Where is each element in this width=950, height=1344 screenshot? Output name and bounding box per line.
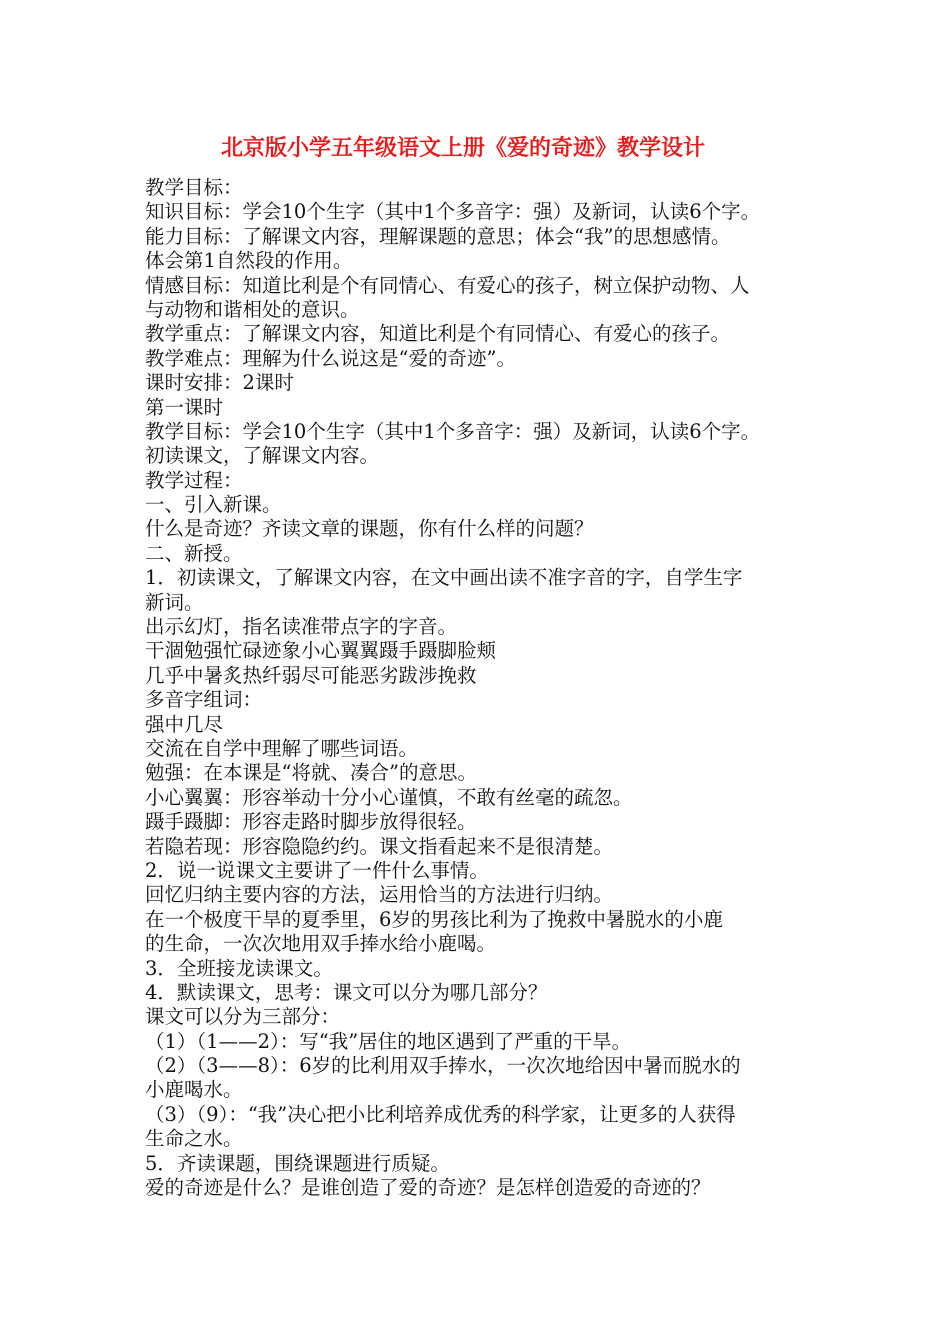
body-line: 多音字组词：: [145, 688, 263, 712]
body-line: 2．说一说课文主要讲了一件什么事情。: [145, 858, 489, 882]
body-line: 出示幻灯，指名读准带点字的字音。: [145, 615, 458, 639]
body-line: （2）（3——8）：6岁的比利用双手捧水，一次次地给因中暑而脱水的: [145, 1054, 741, 1078]
body-line: 教学重点：了解课文内容，知道比利是个有同情心、有爱心的孩子。: [145, 322, 731, 346]
body-line: 第一课时: [145, 395, 224, 419]
body-line: 教学难点：理解为什么说这是“爱的奇迹”。: [145, 346, 516, 370]
body-line: 回忆归纳主要内容的方法，运用恰当的方法进行归纳。: [145, 883, 614, 907]
body-line: 3．全班接龙读课文。: [145, 956, 333, 980]
body-line: 爱的奇迹是什么？是谁创造了爱的奇迹？是怎样创造爱的奇迹的？: [145, 1176, 711, 1200]
body-line: 勉强：在本课是“将就、凑合”的意思。: [145, 761, 477, 785]
body-line: 1．初读课文，了解课文内容，在文中画出读不准字音的字，自学生字: [145, 566, 743, 590]
body-line: 几乎中暑炙热纤弱尽可能恶劣跋涉挽救: [145, 663, 477, 687]
body-line: 4．默读课文，思考：课文可以分为哪几部分？: [145, 980, 548, 1004]
body-line: 什么是奇迹？齐读文章的课题，你有什么样的问题？: [145, 517, 594, 541]
body-line: 生命之水。: [145, 1127, 243, 1151]
body-line: （1）（1——2）：写“我”居住的地区遇到了严重的干旱。: [145, 1029, 632, 1053]
body-line: 新词。: [145, 590, 204, 614]
document-body: [145, 176, 835, 1200]
body-line: 教学目标：学会10个生字（其中1个多音字：强）及新词，认读6个字。: [145, 419, 761, 443]
body-line: 教学过程：: [145, 468, 243, 492]
body-line: 小心翼翼：形容举动十分小心谨慎，不敢有丝毫的疏忽。: [145, 785, 633, 809]
body-line: 强中几尽: [145, 712, 224, 736]
body-line: 体会第1自然段的作用。: [145, 249, 353, 273]
body-line: 课时安排：2课时: [145, 371, 294, 395]
body-line: 教学目标：: [145, 176, 243, 199]
body-line: 知识目标：学会10个生字（其中1个多音字：强）及新词，认读6个字。: [145, 200, 761, 224]
body-line: 干涸勉强忙碌迹象小心翼翼蹑手蹑脚脸颊: [145, 639, 497, 663]
body-line: 能力目标：了解课文内容，理解课题的意思；体会“我”的思想感情。: [145, 224, 731, 248]
body-line: 初读课文，了解课文内容。: [145, 444, 380, 468]
body-line: 情感目标：知道比利是个有同情心、有爱心的孩子，树立保护动物、人: [145, 273, 750, 297]
body-line: 交流在自学中理解了哪些词语。: [145, 736, 419, 760]
body-line: 二、新授。: [145, 541, 243, 565]
body-line: 与动物和谐相处的意识。: [145, 297, 360, 321]
body-line: （3）（9）：“我”决心把小比利培养成优秀的科学家，让更多的人获得: [145, 1102, 736, 1126]
body-line: 小鹿喝水。: [145, 1078, 243, 1102]
body-line: 课文可以分为三部分：: [145, 1005, 341, 1029]
body-line: 蹑手蹑脚：形容走路时脚步放得很轻。: [145, 810, 477, 834]
body-line: 5．齐读课题，围绕课题进行质疑。: [145, 1151, 450, 1175]
body-line: 一、引入新课。: [145, 493, 282, 517]
body-line: 的生命，一次次地用双手捧水给小鹿喝。: [145, 932, 497, 956]
document-title: 北京版小学五年级语文上册《爱的奇迹》教学设计: [220, 136, 705, 161]
body-line: 在一个极度干旱的夏季里，6岁的男孩比利为了挽救中暑脱水的小鹿: [145, 907, 723, 931]
body-line: 若隐若现：形容隐隐约约。课文指看起来不是很清楚。: [145, 834, 614, 858]
